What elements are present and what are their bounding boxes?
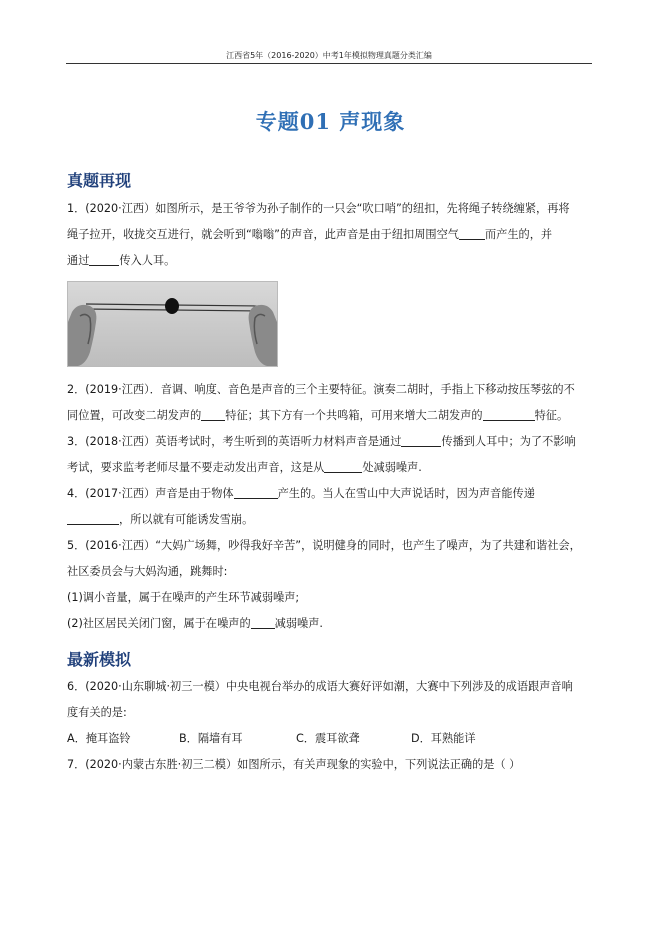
question-1 bbox=[67, 196, 595, 274]
document-title: 专题01 声现象 bbox=[255, 109, 406, 134]
question-2-line-1: 2．(2019·江西）．音调、响度、音色是声音的三个主要特征。演奏二胡时，手指上下移动按压琴弦的不 bbox=[67, 383, 575, 396]
question-6 bbox=[67, 674, 595, 726]
question-7 bbox=[67, 752, 595, 778]
question-4-line-2: ，所以就有可能诱发雪崩。 bbox=[67, 507, 595, 533]
question-3-line-2: 考试，要求监考老师尽量不要走动发出声音，这是从 处减弱噪声. bbox=[67, 461, 422, 474]
question-2-line-2: 同位置，可改变二胡发声的 特征；其下方有一个共鸣箱，可用来增大二胡发声的 特征。 bbox=[67, 409, 569, 422]
button-whistle-photo bbox=[67, 281, 278, 367]
question-3 bbox=[67, 429, 595, 481]
answer-blank[interactable] bbox=[67, 512, 119, 525]
answer-blank[interactable] bbox=[324, 460, 362, 473]
question-5-line-2: 社区委员会与大妈沟通，跳舞时: bbox=[67, 565, 228, 578]
answer-blank[interactable] bbox=[401, 434, 441, 447]
question-3-line-1: 3．(2018·江西）英语考试时，考生听到的英语听力材料声音是通过 传播到人耳中；为了不影响 bbox=[67, 435, 576, 448]
question-2 bbox=[67, 377, 595, 429]
answer-blank[interactable] bbox=[251, 616, 275, 629]
answer-blank[interactable] bbox=[459, 227, 485, 240]
answer-blank[interactable] bbox=[234, 486, 278, 499]
question-1-line-1: 1．(2020·江西）如图所示，是王爷爷为孙子制作的一只会“吹口哨”的纽扣，先将绳子转绕缠紧，再将 bbox=[67, 202, 570, 215]
section-heading-latest-mock: 最新模拟 bbox=[67, 650, 132, 669]
question-5-line-4: (2)社区居民关闭门窗，属于在噪声的 减弱噪声. bbox=[67, 617, 323, 630]
button-whistle-illustration bbox=[68, 282, 277, 366]
running-header bbox=[66, 50, 592, 64]
question-6-line-1: 6．(2020·山东聊城·初三一模）中央电视台举办的成语大赛好评如潮，大赛中下列涉及的成语跟声音响 bbox=[67, 680, 573, 693]
option-a[interactable]: A．掩耳盗铃 bbox=[67, 732, 131, 745]
question-4 bbox=[67, 481, 595, 533]
option-b[interactable]: B．隔墙有耳 bbox=[179, 732, 243, 745]
answer-blank[interactable] bbox=[201, 408, 225, 421]
section-heading-past-exams: 真题再现 bbox=[67, 171, 132, 190]
running-header-text: 江西省5年（2016-2020）中考1年模拟物理真题分类汇编 bbox=[226, 51, 432, 60]
answer-blank[interactable] bbox=[483, 408, 535, 421]
question-6-line-2: 度有关的是: bbox=[67, 706, 127, 719]
question-4-line-1: 4．(2017·江西）声音是由于物体 产生的。当人在雪山中大声说话时，因为声音能传递 bbox=[67, 487, 535, 500]
option-c[interactable]: C．震耳欲聋 bbox=[296, 732, 360, 745]
question-1-line-3: 通过 传入人耳。 bbox=[67, 254, 176, 267]
question-5 bbox=[67, 533, 595, 637]
question-5-line-3: (1)调小音量，属于在噪声的产生环节减弱噪声; bbox=[67, 591, 300, 604]
option-d[interactable]: D．耳熟能详 bbox=[411, 732, 476, 745]
question-5-line-1: 5．(2016·江西）“大妈广场舞，吵得我好辛苦”，说明健身的同时，也产生了噪声，为了共建和谐社会， bbox=[67, 539, 581, 552]
question-7-line-1: 7．(2020·内蒙古东胜·初三二模）如图所示，有关声现象的实验中，下列说法正确的是（ ） bbox=[67, 758, 521, 771]
answer-blank[interactable] bbox=[89, 253, 119, 266]
question-1-line-2: 绳子拉开，收拢交互进行，就会听到“嗡嗡”的声音，此声音是由于纽扣周围空气 而产生的，并 bbox=[67, 228, 553, 241]
